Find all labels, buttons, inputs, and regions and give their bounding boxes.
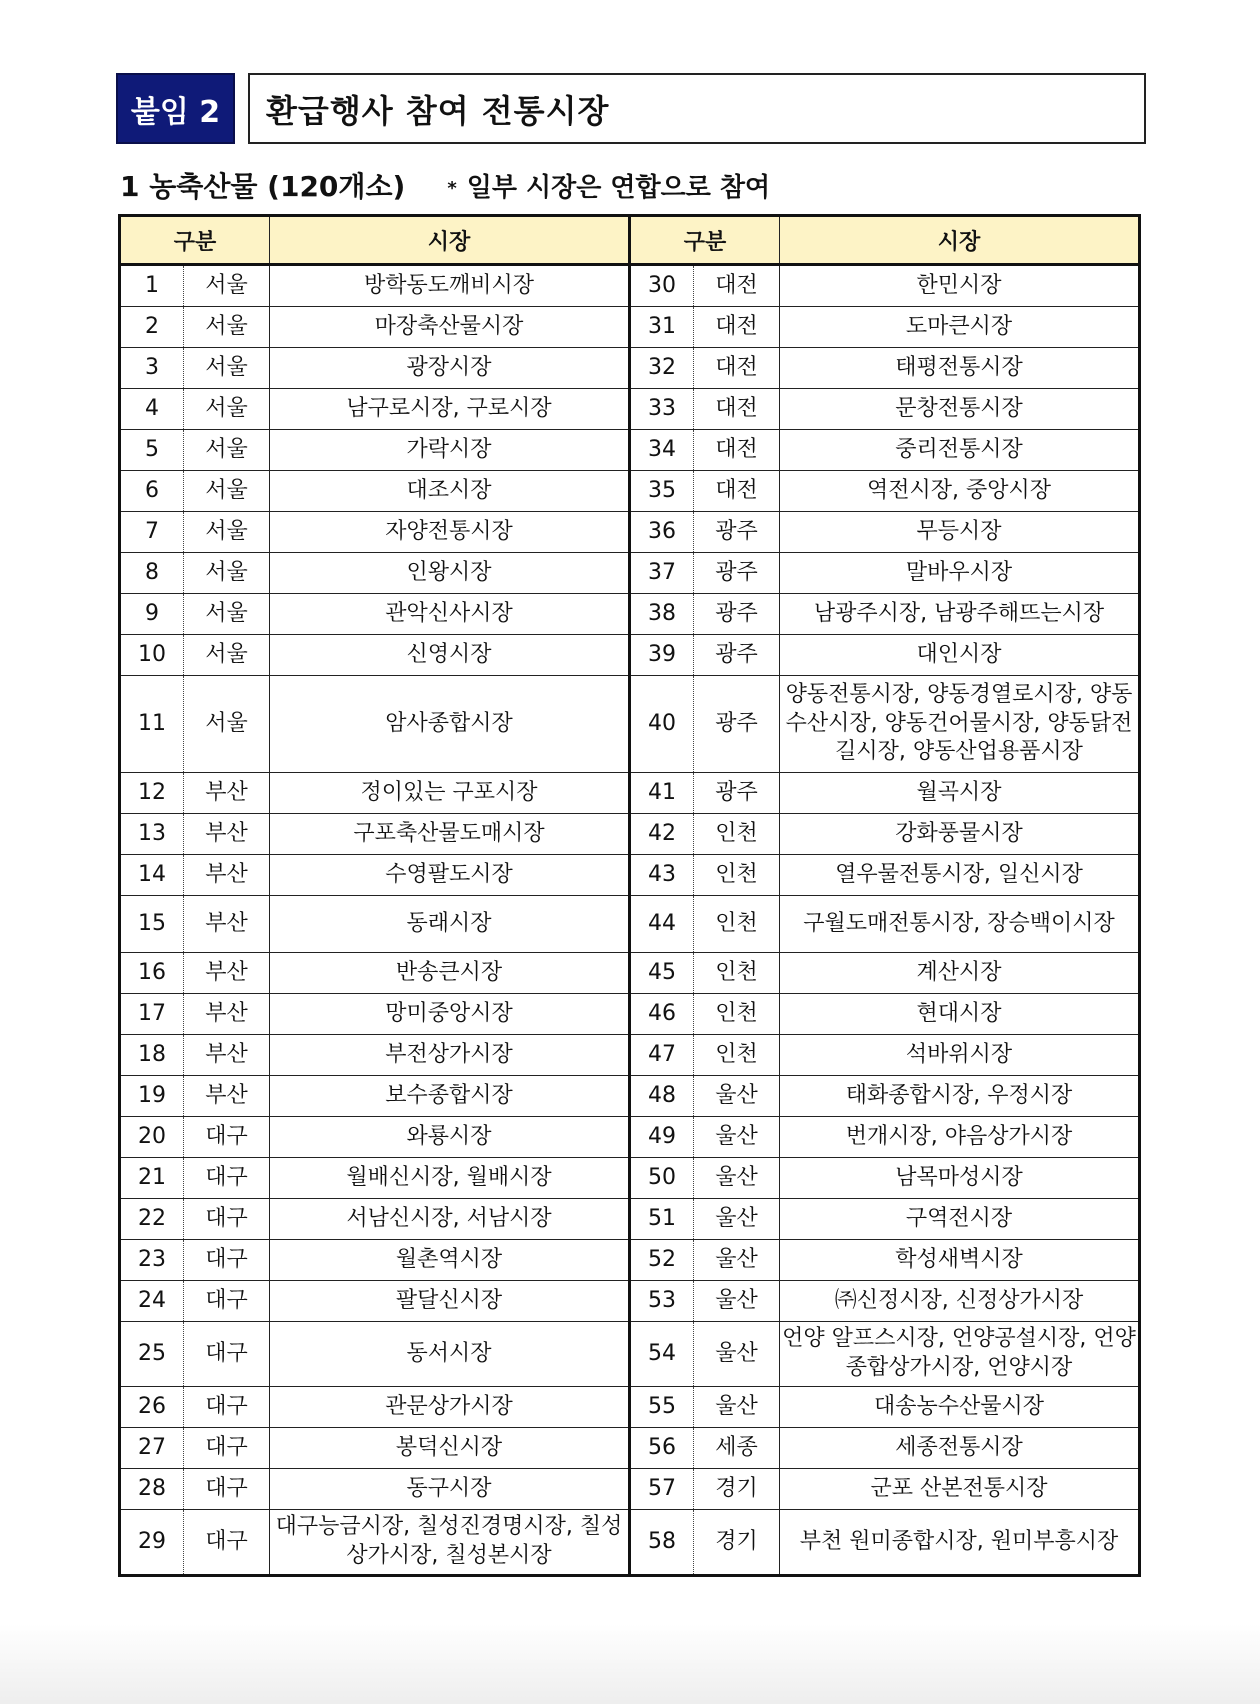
table-row <box>120 1117 1140 1158</box>
region-left: 대구 <box>184 1469 270 1510</box>
row-number-right: 38 <box>630 594 694 635</box>
market-left: 부전상가시장 <box>270 1035 630 1076</box>
table-row <box>120 1076 1140 1117</box>
market-left: 대조시장 <box>270 471 630 512</box>
region-right: 울산 <box>694 1158 780 1199</box>
market-right: 열우물전통시장, 일신시장 <box>780 855 1140 896</box>
table-row <box>120 512 1140 553</box>
market-right: 말바우시장 <box>780 553 1140 594</box>
table-header-row <box>120 216 1140 265</box>
region-right: 울산 <box>694 1117 780 1158</box>
row-number-left: 25 <box>120 1322 184 1387</box>
row-number-right: 33 <box>630 389 694 430</box>
region-left: 부산 <box>184 953 270 994</box>
region-right: 광주 <box>694 512 780 553</box>
table-row <box>120 553 1140 594</box>
table-row <box>120 814 1140 855</box>
section-title: 1 농축산물 (120개소) <box>120 170 406 203</box>
market-right: 세종전통시장 <box>780 1428 1140 1469</box>
table-row <box>120 1035 1140 1076</box>
row-number-left: 7 <box>120 512 184 553</box>
row-number-left: 27 <box>120 1428 184 1469</box>
row-number-left: 28 <box>120 1469 184 1510</box>
region-right: 인천 <box>694 855 780 896</box>
market-right: 태평전통시장 <box>780 348 1140 389</box>
row-number-right: 55 <box>630 1387 694 1428</box>
market-left: 동서시장 <box>270 1322 630 1387</box>
row-number-left: 24 <box>120 1281 184 1322</box>
region-right: 대전 <box>694 430 780 471</box>
market-right: 강화풍물시장 <box>780 814 1140 855</box>
market-left: 와룡시장 <box>270 1117 630 1158</box>
region-right: 대전 <box>694 307 780 348</box>
row-number-left: 8 <box>120 553 184 594</box>
market-right: 구역전시장 <box>780 1199 1140 1240</box>
header-category-left: 구분 <box>120 216 270 265</box>
table-row <box>120 1240 1140 1281</box>
market-right: 언양 알프스시장, 언양공설시장, 언양종합상가시장, 언양시장 <box>780 1322 1140 1387</box>
row-number-left: 26 <box>120 1387 184 1428</box>
row-number-right: 43 <box>630 855 694 896</box>
market-right: 군포 산본전통시장 <box>780 1469 1140 1510</box>
region-left: 대구 <box>184 1240 270 1281</box>
row-number-right: 46 <box>630 994 694 1035</box>
market-left: 자양전통시장 <box>270 512 630 553</box>
market-right: 남광주시장, 남광주해뜨는시장 <box>780 594 1140 635</box>
table-row <box>120 1199 1140 1240</box>
row-number-right: 51 <box>630 1199 694 1240</box>
region-left: 대구 <box>184 1510 270 1576</box>
row-number-right: 58 <box>630 1510 694 1576</box>
region-right: 울산 <box>694 1076 780 1117</box>
region-left: 대구 <box>184 1117 270 1158</box>
market-left: 월배신시장, 월배시장 <box>270 1158 630 1199</box>
row-number-left: 4 <box>120 389 184 430</box>
row-number-right: 52 <box>630 1240 694 1281</box>
row-number-right: 31 <box>630 307 694 348</box>
row-number-right: 30 <box>630 265 694 307</box>
row-number-left: 23 <box>120 1240 184 1281</box>
market-left: 가락시장 <box>270 430 630 471</box>
row-number-left: 21 <box>120 1158 184 1199</box>
market-right: ㈜신정시장, 신정상가시장 <box>780 1281 1140 1322</box>
table-row <box>120 1158 1140 1199</box>
market-left: 방학동도깨비시장 <box>270 265 630 307</box>
market-right: 무등시장 <box>780 512 1140 553</box>
region-right: 경기 <box>694 1469 780 1510</box>
market-left: 관악신사시장 <box>270 594 630 635</box>
region-right: 인천 <box>694 953 780 994</box>
row-number-left: 5 <box>120 430 184 471</box>
region-left: 부산 <box>184 814 270 855</box>
region-right: 인천 <box>694 896 780 953</box>
row-number-right: 45 <box>630 953 694 994</box>
region-right: 경기 <box>694 1510 780 1576</box>
market-left: 인왕시장 <box>270 553 630 594</box>
market-left: 월촌역시장 <box>270 1240 630 1281</box>
row-number-right: 39 <box>630 635 694 676</box>
market-left: 보수종합시장 <box>270 1076 630 1117</box>
market-left: 남구로시장, 구로시장 <box>270 389 630 430</box>
region-left: 부산 <box>184 855 270 896</box>
row-number-left: 3 <box>120 348 184 389</box>
region-left: 서울 <box>184 430 270 471</box>
table-row <box>120 896 1140 953</box>
header-market-left: 시장 <box>270 216 630 265</box>
region-left: 대구 <box>184 1322 270 1387</box>
row-number-right: 54 <box>630 1322 694 1387</box>
region-right: 대전 <box>694 389 780 430</box>
market-right: 월곡시장 <box>780 773 1140 814</box>
market-right: 남목마성시장 <box>780 1158 1140 1199</box>
table-row <box>120 594 1140 635</box>
market-left: 반송큰시장 <box>270 953 630 994</box>
region-right: 세종 <box>694 1428 780 1469</box>
row-number-left: 14 <box>120 855 184 896</box>
header-category-right: 구분 <box>630 216 780 265</box>
table-row <box>120 773 1140 814</box>
section-heading <box>120 164 1150 206</box>
region-right: 광주 <box>694 676 780 773</box>
market-right: 태화종합시장, 우정시장 <box>780 1076 1140 1117</box>
region-right: 울산 <box>694 1240 780 1281</box>
market-left: 마장축산물시장 <box>270 307 630 348</box>
row-number-left: 2 <box>120 307 184 348</box>
market-right: 중리전통시장 <box>780 430 1140 471</box>
market-left: 동구시장 <box>270 1469 630 1510</box>
region-left: 대구 <box>184 1428 270 1469</box>
market-left: 서남신시장, 서남시장 <box>270 1199 630 1240</box>
table-row <box>120 265 1140 307</box>
market-left: 봉덕신시장 <box>270 1428 630 1469</box>
attachment-badge: 붙임 2 <box>116 73 235 144</box>
row-number-left: 17 <box>120 994 184 1035</box>
region-right: 대전 <box>694 348 780 389</box>
row-number-right: 50 <box>630 1158 694 1199</box>
row-number-right: 36 <box>630 512 694 553</box>
market-right: 구월도매전통시장, 장승백이시장 <box>780 896 1140 953</box>
row-number-right: 35 <box>630 471 694 512</box>
table-row <box>120 1281 1140 1322</box>
market-right: 양동전통시장, 양동경열로시장, 양동수산시장, 양동건어물시장, 양동닭전길시장, 양동산업용품시장 <box>780 676 1140 773</box>
table-row <box>120 1469 1140 1510</box>
region-right: 울산 <box>694 1387 780 1428</box>
row-number-left: 1 <box>120 265 184 307</box>
table-row <box>120 994 1140 1035</box>
row-number-right: 57 <box>630 1469 694 1510</box>
region-left: 서울 <box>184 635 270 676</box>
table-row <box>120 1428 1140 1469</box>
market-left: 관문상가시장 <box>270 1387 630 1428</box>
region-right: 울산 <box>694 1199 780 1240</box>
region-left: 대구 <box>184 1281 270 1322</box>
page-title: 환급행사 참여 전통시장 <box>248 73 1146 144</box>
region-left: 부산 <box>184 773 270 814</box>
header-market-right: 시장 <box>780 216 1140 265</box>
region-right: 울산 <box>694 1281 780 1322</box>
table-row <box>120 676 1140 773</box>
table-row <box>120 430 1140 471</box>
row-number-right: 32 <box>630 348 694 389</box>
row-number-right: 34 <box>630 430 694 471</box>
row-number-left: 10 <box>120 635 184 676</box>
region-left: 서울 <box>184 389 270 430</box>
market-right: 문창전통시장 <box>780 389 1140 430</box>
row-number-left: 9 <box>120 594 184 635</box>
market-right: 석바위시장 <box>780 1035 1140 1076</box>
row-number-right: 56 <box>630 1428 694 1469</box>
market-left: 암사종합시장 <box>270 676 630 773</box>
market-left: 광장시장 <box>270 348 630 389</box>
region-left: 서울 <box>184 553 270 594</box>
region-left: 대구 <box>184 1199 270 1240</box>
table-row <box>120 471 1140 512</box>
region-right: 인천 <box>694 994 780 1035</box>
row-number-left: 11 <box>120 676 184 773</box>
row-number-right: 41 <box>630 773 694 814</box>
row-number-right: 37 <box>630 553 694 594</box>
region-left: 부산 <box>184 896 270 953</box>
region-left: 서울 <box>184 594 270 635</box>
market-left: 동래시장 <box>270 896 630 953</box>
region-left: 대구 <box>184 1158 270 1199</box>
region-right: 광주 <box>694 635 780 676</box>
region-right: 대전 <box>694 471 780 512</box>
section-note-text: 일부 시장은 연합으로 참여 <box>466 172 771 203</box>
row-number-right: 42 <box>630 814 694 855</box>
row-number-right: 44 <box>630 896 694 953</box>
market-right: 대송농수산물시장 <box>780 1387 1140 1428</box>
region-right: 광주 <box>694 553 780 594</box>
region-right: 인천 <box>694 1035 780 1076</box>
market-left: 구포축산물도매시장 <box>270 814 630 855</box>
row-number-right: 47 <box>630 1035 694 1076</box>
row-number-right: 48 <box>630 1076 694 1117</box>
table-row <box>120 953 1140 994</box>
row-number-left: 13 <box>120 814 184 855</box>
row-number-right: 53 <box>630 1281 694 1322</box>
region-left: 부산 <box>184 994 270 1035</box>
market-left: 대구능금시장, 칠성진경명시장, 칠성상가시장, 칠성본시장 <box>270 1510 630 1576</box>
row-number-left: 6 <box>120 471 184 512</box>
region-left: 부산 <box>184 1076 270 1117</box>
market-right: 한민시장 <box>780 265 1140 307</box>
market-left: 정이있는 구포시장 <box>270 773 630 814</box>
market-right: 대인시장 <box>780 635 1140 676</box>
table-row <box>120 1322 1140 1387</box>
region-right: 울산 <box>694 1322 780 1387</box>
region-right: 대전 <box>694 265 780 307</box>
table-row <box>120 307 1140 348</box>
market-left: 수영팔도시장 <box>270 855 630 896</box>
region-left: 서울 <box>184 471 270 512</box>
row-number-left: 29 <box>120 1510 184 1576</box>
table-row <box>120 389 1140 430</box>
row-number-left: 12 <box>120 773 184 814</box>
market-right: 도마큰시장 <box>780 307 1140 348</box>
market-left: 망미중앙시장 <box>270 994 630 1035</box>
row-number-left: 20 <box>120 1117 184 1158</box>
row-number-left: 18 <box>120 1035 184 1076</box>
header <box>116 73 1146 144</box>
region-right: 광주 <box>694 594 780 635</box>
market-right: 계산시장 <box>780 953 1140 994</box>
row-number-left: 15 <box>120 896 184 953</box>
asterisk-icon: * <box>447 177 457 199</box>
market-right: 현대시장 <box>780 994 1140 1035</box>
region-left: 대구 <box>184 1387 270 1428</box>
region-left: 서울 <box>184 512 270 553</box>
market-left: 신영시장 <box>270 635 630 676</box>
row-number-left: 22 <box>120 1199 184 1240</box>
region-left: 서울 <box>184 265 270 307</box>
table-row <box>120 635 1140 676</box>
row-number-right: 49 <box>630 1117 694 1158</box>
market-right: 부천 원미종합시장, 원미부흥시장 <box>780 1510 1140 1576</box>
market-right: 역전시장, 중앙시장 <box>780 471 1140 512</box>
page-bottom-shadow <box>0 1624 1260 1704</box>
region-left: 서울 <box>184 348 270 389</box>
market-table <box>118 214 1141 1577</box>
table-row <box>120 348 1140 389</box>
region-right: 광주 <box>694 773 780 814</box>
table-row <box>120 855 1140 896</box>
table-row <box>120 1387 1140 1428</box>
region-right: 인천 <box>694 814 780 855</box>
row-number-left: 19 <box>120 1076 184 1117</box>
market-left: 팔달신시장 <box>270 1281 630 1322</box>
section-note <box>447 167 770 204</box>
row-number-left: 16 <box>120 953 184 994</box>
region-left: 서울 <box>184 307 270 348</box>
table-row <box>120 1510 1140 1576</box>
region-left: 서울 <box>184 676 270 773</box>
row-number-right: 40 <box>630 676 694 773</box>
region-left: 부산 <box>184 1035 270 1076</box>
market-right: 학성새벽시장 <box>780 1240 1140 1281</box>
market-right: 번개시장, 야음상가시장 <box>780 1117 1140 1158</box>
